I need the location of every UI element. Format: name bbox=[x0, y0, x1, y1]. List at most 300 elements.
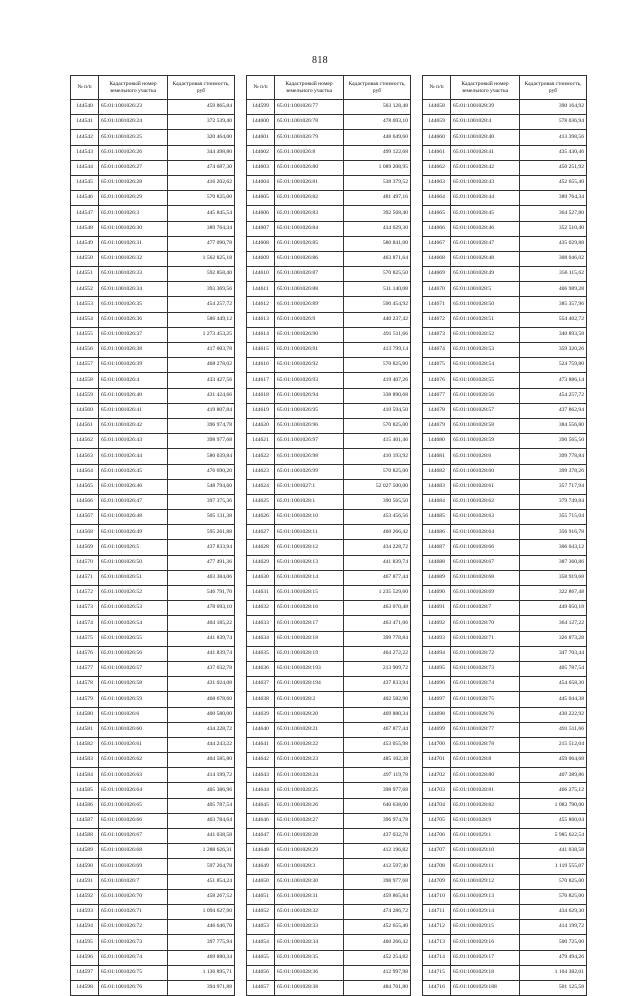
table-row bbox=[247, 661, 411, 676]
row-number: 144648 bbox=[247, 844, 275, 859]
cadastral-number: 65:01:1001026:91 bbox=[275, 343, 344, 358]
cadastral-value: 586 449,12 bbox=[168, 312, 235, 327]
cadastral-number: 65:01:1001026:54 bbox=[99, 616, 168, 631]
cadastral-value: 1 119 555,07 bbox=[520, 859, 587, 874]
table-row bbox=[71, 403, 235, 418]
cadastral-value: 477 491,36 bbox=[168, 555, 235, 570]
row-number: 144649 bbox=[247, 859, 275, 874]
row-number: 144695 bbox=[423, 661, 451, 676]
row-number: 144605 bbox=[247, 191, 275, 206]
cadastral-number: 65:01:1001026:81 bbox=[275, 175, 344, 190]
cadastral-number: 65:01:1001026:75 bbox=[99, 965, 168, 980]
table-row bbox=[71, 130, 235, 145]
cadastral-number: 65:01:1001028:40 bbox=[451, 130, 520, 145]
cadastral-number: 65:01:1001028:78 bbox=[451, 737, 520, 752]
row-number: 144645 bbox=[247, 798, 275, 813]
table-row bbox=[423, 935, 587, 950]
row-number: 144669 bbox=[423, 267, 451, 282]
row-number: 144677 bbox=[423, 388, 451, 403]
table-row bbox=[423, 829, 587, 844]
cadastral-number: 65:01:1001028:33 bbox=[275, 920, 344, 935]
row-number: 144546 bbox=[71, 191, 99, 206]
cadastral-number: 65:01:1001026:58 bbox=[99, 677, 168, 692]
row-number: 144542 bbox=[71, 130, 99, 145]
row-number: 144554 bbox=[71, 312, 99, 327]
cadastral-number: 65:01:1001026:26 bbox=[99, 145, 168, 160]
cadastral-value: 437 862,94 bbox=[520, 403, 587, 418]
row-number: 144704 bbox=[423, 798, 451, 813]
table-row bbox=[423, 525, 587, 540]
cadastral-value: 394 971,88 bbox=[168, 980, 235, 995]
cadastral-value: 419 407,26 bbox=[344, 373, 411, 388]
table-row bbox=[247, 373, 411, 388]
cadastral-number: 65:01:1001026:29 bbox=[99, 191, 168, 206]
cadastral-value: 405 787,54 bbox=[520, 661, 587, 676]
row-number: 144644 bbox=[247, 783, 275, 798]
cadastral-number: 65:01:1001028:36 bbox=[275, 965, 344, 980]
cadastral-value: 580 841,00 bbox=[344, 236, 411, 251]
table-row bbox=[71, 570, 235, 585]
row-number: 144688 bbox=[423, 555, 451, 570]
cadastral-value: 459 064,68 bbox=[520, 753, 587, 768]
cadastral-number: 65:01:1001028:27 bbox=[275, 813, 344, 828]
cadastral-value: 469 880,34 bbox=[168, 950, 235, 965]
cadastral-value: 1 089 208,95 bbox=[344, 160, 411, 175]
cadastral-number: 65:01:1001028:62 bbox=[451, 494, 520, 509]
cadastral-number: 65:01:1001028:31 bbox=[275, 889, 344, 904]
row-number: 144615 bbox=[247, 343, 275, 358]
cadastral-value: 441 038,58 bbox=[520, 844, 587, 859]
cadastral-number: 65:01:1001026:87 bbox=[275, 267, 344, 282]
table-row bbox=[423, 616, 587, 631]
cadastral-number: 65:01:1001028:51 bbox=[451, 312, 520, 327]
row-number: 144622 bbox=[247, 449, 275, 464]
row-number: 144566 bbox=[71, 494, 99, 509]
cadastral-number: 65:01:1001029:14 bbox=[451, 904, 520, 919]
header-cadastral-number: Кадастровый номер земельного участка bbox=[99, 76, 168, 100]
row-number: 144696 bbox=[423, 677, 451, 692]
cadastral-number: 65:01:1001026:31 bbox=[99, 236, 168, 251]
table-row bbox=[247, 980, 411, 995]
table-header bbox=[423, 76, 587, 100]
row-number: 144568 bbox=[71, 525, 99, 540]
table-row bbox=[71, 722, 235, 737]
table-row bbox=[247, 525, 411, 540]
table-row bbox=[423, 586, 587, 601]
row-number: 144577 bbox=[71, 661, 99, 676]
cadastral-number: 65:01:1001026:40 bbox=[99, 388, 168, 403]
table-row bbox=[423, 601, 587, 616]
cadastral-number: 65:01:1001028:13 bbox=[275, 555, 344, 570]
cadastral-value: 396 974,78 bbox=[344, 813, 411, 828]
page-number: 818 bbox=[312, 55, 328, 66]
cadastral-value: 396 974,78 bbox=[168, 418, 235, 433]
table-row bbox=[423, 965, 587, 980]
cadastral-number: 65:01:1001026:65 bbox=[99, 798, 168, 813]
row-number: 144592 bbox=[71, 889, 99, 904]
row-number: 144558 bbox=[71, 373, 99, 388]
cadastral-number: 65:01:1001028:49 bbox=[451, 267, 520, 282]
table-header bbox=[71, 76, 235, 100]
table-row bbox=[423, 115, 587, 130]
table-row bbox=[423, 661, 587, 676]
cadastral-number: 65:01:1001028:73 bbox=[451, 661, 520, 676]
cadastral-number: 65:01:1001026:62 bbox=[99, 753, 168, 768]
cadastral-number: 65:01:1001028:16 bbox=[275, 601, 344, 616]
table-row bbox=[71, 327, 235, 342]
cadastral-number: 65:01:1001026:32 bbox=[99, 251, 168, 266]
row-number: 144636 bbox=[247, 661, 275, 676]
row-number: 144667 bbox=[423, 236, 451, 251]
cadastral-number: 65:01:1001028:68 bbox=[451, 570, 520, 585]
table-row bbox=[71, 798, 235, 813]
row-number: 144637 bbox=[247, 677, 275, 692]
row-number: 144660 bbox=[423, 130, 451, 145]
table-row bbox=[71, 343, 235, 358]
cadastral-value: 548 794,60 bbox=[168, 479, 235, 494]
table-row bbox=[71, 813, 235, 828]
cadastral-value: 410 594,50 bbox=[344, 403, 411, 418]
cadastral-number: 65:01:1001026:89 bbox=[275, 297, 344, 312]
cadastral-value: 215 512,04 bbox=[520, 737, 587, 752]
cadastral-value: 578 036,94 bbox=[520, 115, 587, 130]
cadastral-value: 412 196,82 bbox=[344, 844, 411, 859]
row-number: 144575 bbox=[71, 631, 99, 646]
cadastral-value: 308 046,02 bbox=[520, 251, 587, 266]
row-number: 144597 bbox=[71, 965, 99, 980]
cadastral-value: 464 272,22 bbox=[344, 646, 411, 661]
row-number: 144625 bbox=[247, 494, 275, 509]
cadastral-value: 392 568,40 bbox=[344, 206, 411, 221]
cadastral-value: 213 909,72 bbox=[344, 661, 411, 676]
cadastral-value: 412 597,40 bbox=[344, 859, 411, 874]
table-row bbox=[247, 479, 411, 494]
cadastral-number: 65:01:1001026:37 bbox=[99, 327, 168, 342]
cadastral-value: 453 055,98 bbox=[344, 737, 411, 752]
cadastral-value: 407 389,86 bbox=[520, 768, 587, 783]
cadastral-value: 397 775,94 bbox=[168, 935, 235, 950]
cadastral-number: 65:01:1001026:88 bbox=[275, 282, 344, 297]
table-row bbox=[247, 874, 411, 889]
table-row bbox=[423, 373, 587, 388]
row-number: 144576 bbox=[71, 646, 99, 661]
row-number: 144709 bbox=[423, 874, 451, 889]
table-row bbox=[423, 768, 587, 783]
cadastral-value: 1 083 790,00 bbox=[520, 798, 587, 813]
cadastral-number: 65:01:1001028:80 bbox=[451, 768, 520, 783]
row-number: 144552 bbox=[71, 282, 99, 297]
cadastral-value: 404 585,80 bbox=[168, 753, 235, 768]
table-row bbox=[247, 206, 411, 221]
table-row bbox=[71, 206, 235, 221]
cadastral-number: 65:01:1001028:7 bbox=[451, 601, 520, 616]
row-number: 144678 bbox=[423, 403, 451, 418]
cadastral-number: 65:01:1001028:34 bbox=[275, 935, 344, 950]
cadastral-number: 65:01:1001026:53 bbox=[99, 601, 168, 616]
row-number: 144633 bbox=[247, 616, 275, 631]
table-row bbox=[71, 601, 235, 616]
cadastral-value: 445 845,54 bbox=[168, 206, 235, 221]
row-number: 144715 bbox=[423, 965, 451, 980]
cadastral-number: 65:01:1001029:17 bbox=[451, 950, 520, 965]
cadastral-number: 65:01:1001026:96 bbox=[275, 418, 344, 433]
row-number: 144712 bbox=[423, 920, 451, 935]
table-row bbox=[423, 297, 587, 312]
row-number: 144699 bbox=[423, 722, 451, 737]
cadastral-value: 570 825,00 bbox=[344, 464, 411, 479]
row-number: 144657 bbox=[247, 980, 275, 995]
cadastral-number: 65:01:1001026:72 bbox=[99, 920, 168, 935]
cadastral-value: 398 977,68 bbox=[344, 874, 411, 889]
row-number: 144681 bbox=[423, 449, 451, 464]
cadastral-number: 65:01:1001026:99 bbox=[275, 464, 344, 479]
table-row bbox=[423, 145, 587, 160]
row-number: 144621 bbox=[247, 434, 275, 449]
cadastral-number: 65:01:1001028:43 bbox=[451, 175, 520, 190]
cadastral-value: 441 839,74 bbox=[168, 631, 235, 646]
cadastral-number: 65:01:1001026:9 bbox=[275, 312, 344, 327]
cadastral-value: 448 649,60 bbox=[344, 130, 411, 145]
cadastral-number: 65:01:1001028:50 bbox=[451, 297, 520, 312]
cadastral-value: 460 266,42 bbox=[344, 525, 411, 540]
cadastral-number: 65:01:1001026:55 bbox=[99, 631, 168, 646]
table-row bbox=[71, 358, 235, 373]
cadastral-number: 65:01:1001028:193 bbox=[275, 661, 344, 676]
table-row bbox=[247, 115, 411, 130]
cadastral-number: 65:01:1001028:28 bbox=[275, 829, 344, 844]
table-row bbox=[71, 160, 235, 175]
cadastral-value: 570 825,00 bbox=[344, 418, 411, 433]
cadastral-value: 468 678,60 bbox=[168, 692, 235, 707]
cadastral-value: 405 386,96 bbox=[168, 783, 235, 798]
cadastral-value: 467 877,44 bbox=[344, 570, 411, 585]
table-row bbox=[423, 434, 587, 449]
cadastral-value: 412 997,98 bbox=[344, 965, 411, 980]
table-row bbox=[71, 920, 235, 935]
cadastral-number: 65:01:1001028:58 bbox=[451, 418, 520, 433]
row-number: 144618 bbox=[247, 388, 275, 403]
table-row bbox=[423, 722, 587, 737]
table-row bbox=[71, 115, 235, 130]
cadastral-value: 415 401,46 bbox=[344, 434, 411, 449]
table-row bbox=[423, 510, 587, 525]
row-number: 144659 bbox=[423, 115, 451, 130]
row-number: 144598 bbox=[71, 980, 99, 995]
cadastral-number: 65:01:1001028:14 bbox=[275, 570, 344, 585]
cadastral-value: 499 122,68 bbox=[344, 145, 411, 160]
table-row bbox=[423, 692, 587, 707]
cadastral-number: 65:01:1001028:39 bbox=[451, 100, 520, 115]
row-number: 144574 bbox=[71, 616, 99, 631]
cadastral-value: 451 854,24 bbox=[168, 874, 235, 889]
row-number: 144596 bbox=[71, 950, 99, 965]
cadastral-number: 65:01:1001026:45 bbox=[99, 464, 168, 479]
row-number: 144701 bbox=[423, 753, 451, 768]
cadastral-number: 65:01:1001026:93 bbox=[275, 373, 344, 388]
row-number: 144707 bbox=[423, 844, 451, 859]
cadastral-number: 65:01:1001028:29 bbox=[275, 844, 344, 859]
cadastral-number: 65:01:1001028:47 bbox=[451, 236, 520, 251]
cadastral-value: 338 890,68 bbox=[344, 388, 411, 403]
table-row bbox=[247, 236, 411, 251]
cadastre-table-2 bbox=[246, 75, 411, 996]
cadastral-number: 65:01:1001028:60 bbox=[451, 464, 520, 479]
cadastral-number: 65:01:1001028:42 bbox=[451, 160, 520, 175]
cadastral-value: 390 565,50 bbox=[520, 434, 587, 449]
row-number: 144599 bbox=[247, 100, 275, 115]
cadastral-number: 65:01:1001028:194 bbox=[275, 677, 344, 692]
cadastral-value: 570 825,00 bbox=[168, 191, 235, 206]
table-row bbox=[247, 722, 411, 737]
table-row bbox=[247, 343, 411, 358]
table-row bbox=[247, 631, 411, 646]
cadastral-value: 437 032,78 bbox=[344, 829, 411, 844]
cadastral-value: 478 693,10 bbox=[344, 115, 411, 130]
cadastral-value: 459 865,84 bbox=[168, 100, 235, 115]
table-row bbox=[247, 920, 411, 935]
row-number: 144551 bbox=[71, 267, 99, 282]
table-row bbox=[247, 388, 411, 403]
row-number: 144710 bbox=[423, 889, 451, 904]
table-row bbox=[423, 160, 587, 175]
row-number: 144716 bbox=[423, 980, 451, 995]
cadastral-value: 340 893,58 bbox=[520, 327, 587, 342]
cadastral-value: 473 886,14 bbox=[520, 373, 587, 388]
cadastral-value: 450 251,92 bbox=[520, 160, 587, 175]
cadastral-number: 65:01:1001026:79 bbox=[275, 130, 344, 145]
cadastral-number: 65:01:1001028:10 bbox=[275, 510, 344, 525]
row-number: 144548 bbox=[71, 221, 99, 236]
row-number: 144582 bbox=[71, 737, 99, 752]
cadastral-number: 65:01:1001029:1 bbox=[451, 829, 520, 844]
cadastral-number: 65:01:1001028:6 bbox=[451, 449, 520, 464]
row-number: 144676 bbox=[423, 373, 451, 388]
cadastral-value: 441 038,58 bbox=[168, 829, 235, 844]
cadastral-value: 524 759,80 bbox=[520, 358, 587, 373]
row-number: 144614 bbox=[247, 327, 275, 342]
table-row bbox=[423, 980, 587, 995]
table-row bbox=[71, 661, 235, 676]
cadastral-value: 463 471,06 bbox=[344, 616, 411, 631]
cadastral-number: 65:01:1001026:71 bbox=[99, 904, 168, 919]
table-row bbox=[423, 494, 587, 509]
cadastral-number: 65:01:1001026:38 bbox=[99, 343, 168, 358]
cadastral-value: 452 655,40 bbox=[344, 920, 411, 935]
table-row bbox=[71, 677, 235, 692]
cadastral-number: 65:01:1001028:35 bbox=[275, 950, 344, 965]
row-number: 144572 bbox=[71, 586, 99, 601]
cadastral-number: 65:01:1001026:4 bbox=[99, 373, 168, 388]
cadastral-number: 65:01:1001026:28 bbox=[99, 175, 168, 190]
cadastral-value: 445 044,38 bbox=[520, 692, 587, 707]
cadastral-number: 65:01:1001026:23 bbox=[99, 100, 168, 115]
row-number: 144545 bbox=[71, 175, 99, 190]
cadastral-number: 65:01:1001028:71 bbox=[451, 631, 520, 646]
table-row bbox=[423, 175, 587, 190]
cadastral-number: 65:01:1001029:15 bbox=[451, 920, 520, 935]
row-number: 144713 bbox=[423, 935, 451, 950]
cadastral-number: 65:01:1001026:63 bbox=[99, 768, 168, 783]
row-number: 144555 bbox=[71, 327, 99, 342]
row-number: 144565 bbox=[71, 479, 99, 494]
table-row bbox=[71, 525, 235, 540]
cadastral-value: 437 833,94 bbox=[344, 677, 411, 692]
cadastral-value: 570 825,50 bbox=[344, 267, 411, 282]
table-row bbox=[423, 783, 587, 798]
table-row bbox=[247, 540, 411, 555]
table-row bbox=[423, 859, 587, 874]
cadastral-value: 481 497,16 bbox=[344, 191, 411, 206]
row-number: 144635 bbox=[247, 646, 275, 661]
table-row bbox=[247, 555, 411, 570]
cadastral-number: 65:01:1001026:5 bbox=[99, 540, 168, 555]
table-row bbox=[247, 768, 411, 783]
row-number: 144680 bbox=[423, 434, 451, 449]
cadastral-number: 65:01:1001026:27 bbox=[99, 160, 168, 175]
cadastral-number: 65:01:1001028:20 bbox=[275, 707, 344, 722]
table-row bbox=[423, 555, 587, 570]
cadastral-number: 65:01:1001028:59 bbox=[451, 434, 520, 449]
cadastral-number: 65:01:1001026:50 bbox=[99, 555, 168, 570]
cadastral-number: 65:01:1001028:4 bbox=[451, 115, 520, 130]
table-row bbox=[423, 889, 587, 904]
table-row bbox=[71, 175, 235, 190]
cadastral-value: 322 867,48 bbox=[520, 586, 587, 601]
row-number: 144593 bbox=[71, 904, 99, 919]
cadastral-value: 358 919,68 bbox=[520, 570, 587, 585]
cadastral-value: 356 916,78 bbox=[520, 525, 587, 540]
cadastral-value: 455 860,04 bbox=[520, 813, 587, 828]
table-row bbox=[423, 236, 587, 251]
row-number: 144714 bbox=[423, 950, 451, 965]
cadastral-number: 65:01:1001028:17 bbox=[275, 616, 344, 631]
row-number: 144609 bbox=[247, 251, 275, 266]
cadastral-number: 65:01:1001028:70 bbox=[451, 616, 520, 631]
table-row bbox=[247, 175, 411, 190]
table-row bbox=[423, 798, 587, 813]
cadastral-number: 65:01:1001028:11 bbox=[275, 525, 344, 540]
table-row bbox=[71, 297, 235, 312]
table-row bbox=[247, 282, 411, 297]
cadastral-value: 402 582,90 bbox=[344, 692, 411, 707]
row-number: 144650 bbox=[247, 874, 275, 889]
cadastral-value: 454 257,72 bbox=[520, 388, 587, 403]
cadastral-value: 538 379,52 bbox=[344, 175, 411, 190]
cadastral-number: 65:01:1001026:66 bbox=[99, 813, 168, 828]
cadastral-number: 65:01:1001028:77 bbox=[451, 722, 520, 737]
cadastral-value: 554 402,72 bbox=[520, 312, 587, 327]
row-number: 144646 bbox=[247, 813, 275, 828]
row-number: 144685 bbox=[423, 510, 451, 525]
row-number: 144613 bbox=[247, 312, 275, 327]
cadastral-value: 405 787,54 bbox=[168, 798, 235, 813]
table-row bbox=[423, 449, 587, 464]
cadastral-number: 65:01:1001028:18 bbox=[275, 631, 344, 646]
cadastral-value: 501 125,58 bbox=[520, 980, 587, 995]
table-row bbox=[247, 160, 411, 175]
row-number: 144668 bbox=[423, 251, 451, 266]
table-row bbox=[247, 859, 411, 874]
row-number: 144705 bbox=[423, 813, 451, 828]
cadastral-number: 65:01:1001028:74 bbox=[451, 677, 520, 692]
row-number: 144661 bbox=[423, 145, 451, 160]
cadastral-number: 65:01:1001026:76 bbox=[99, 980, 168, 995]
cadastral-value: 467 877,44 bbox=[344, 722, 411, 737]
table-row bbox=[423, 251, 587, 266]
cadastral-number: 65:01:1001028:56 bbox=[451, 388, 520, 403]
table-row bbox=[247, 267, 411, 282]
table-row bbox=[71, 555, 235, 570]
